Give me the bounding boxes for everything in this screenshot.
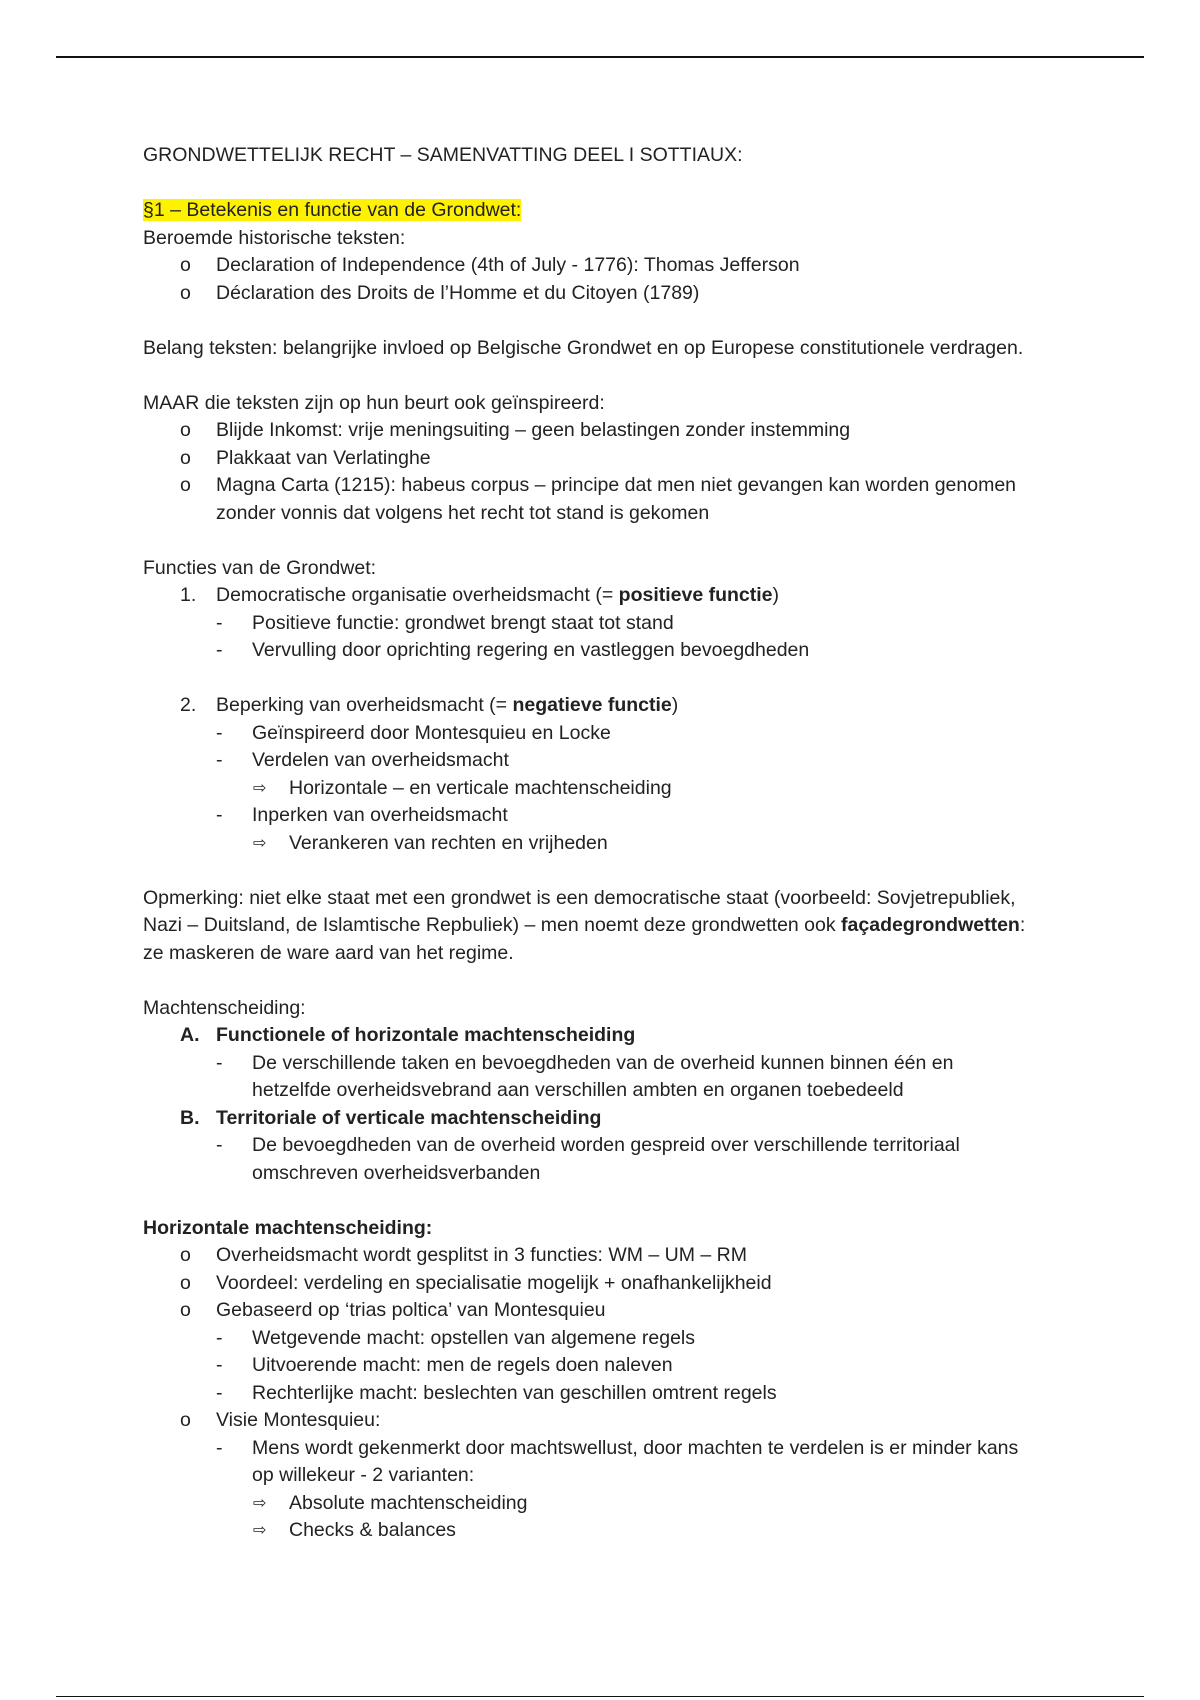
dash-bullet-icon: - [216, 1134, 223, 1156]
list-item: - Uitvoerende macht: men de regels doen naleven [143, 1352, 1083, 1380]
circle-bullet-icon: o [180, 1271, 191, 1294]
functies-intro: Functies van de Grondwet: [143, 556, 377, 579]
circle-bullet-icon: o [180, 1299, 191, 1321]
circle-bullet-icon: o [180, 281, 191, 304]
list-item: - Verdelen van overheidsmacht [143, 747, 1083, 775]
dash-bullet-icon: - [216, 1051, 223, 1074]
numbered-item: 1. Democratische organisatie overheidsmacht (= positieve functie) [180, 584, 780, 606]
opmerking-line1: Opmerking: niet elke staat met een grondwet is een democratische staat (voorbeeld: Sovjetrepubliek, [143, 886, 1016, 909]
section-heading [143, 197, 1083, 225]
dash-bullet-icon: - [216, 749, 223, 771]
list-item: o Plakkaat van Verlatinghe [143, 445, 1083, 473]
circle-bullet-icon: o [180, 254, 191, 276]
highlighted-heading: §1 – Betekenis en functie van de Grondwet: [143, 199, 522, 221]
list-item: o Magna Carta (1215): habeus corpus – principe dat men niet gevangen kan worden genomen zonder vonnis dat volgens het recht tot stand is gekomen [180, 474, 1017, 524]
arrow-right-icon: ⇨ [253, 1522, 267, 1539]
list-item: o Blijde Inkomst: vrije meningsuiting – geen belastingen zonder instemming [143, 417, 1083, 445]
list-item: - Wetgevende macht: opstellen van algemene regels [143, 1325, 1083, 1353]
lettered-item: B. Territoriale of verticale machtenscheiding [180, 1106, 602, 1129]
dash-bullet-icon: - [216, 639, 223, 661]
list-item: ⇨ Checks & balances [143, 1517, 1083, 1545]
dash-bullet-icon: - [216, 1326, 223, 1349]
list-item: o Gebaseerd op ‘trias poltica’ van Montesquieu [143, 1297, 1083, 1325]
lettered-item: A. Functionele of horizontale machtenscheiding [180, 1024, 636, 1046]
opmerking-line3: ze maskeren de ware aard van het regime. [143, 941, 514, 964]
list-item: o Overheidsmacht wordt gesplitst in 3 functies: WM – UM – RM [143, 1242, 1083, 1270]
dash-bullet-icon: - [216, 804, 223, 826]
list-item: - De verschillende taken en bevoegdheden van de overheid kunnen binnen één en hetzelfde overheidsvebrand aan verschillen ambten en organen toebedeeld [216, 1051, 954, 1101]
circle-bullet-icon: o [180, 446, 191, 469]
dash-bullet-icon: - [216, 1436, 223, 1459]
list-item: ⇨ Absolute machtenscheiding [143, 1490, 1083, 1518]
dash-bullet-icon: - [216, 1381, 223, 1404]
horiz-heading: Horizontale machtenscheiding: [143, 1216, 433, 1239]
dash-bullet-icon: - [216, 721, 223, 744]
list-item: - Rechterlijke macht: beslechten van geschillen omtrent regels [143, 1380, 1083, 1408]
circle-bullet-icon: o [180, 419, 191, 441]
list-item: - Mens wordt gekenmerkt door machtswellust, door machten te verdelen is er minder kans op willekeur - 2 varianten: [216, 1436, 1019, 1486]
list-item: o Voordeel: verdeling en specialisatie mogelijk + onafhankelijkheid [143, 1270, 1083, 1298]
list-item: ⇨ Horizontale – en verticale machtenscheiding [143, 775, 1083, 803]
list-item: - Positieve functie: grondwet brengt staat tot stand [143, 610, 1083, 638]
document-title: GRONDWETTELIJK RECHT – SAMENVATTING DEEL I SOTTIAUX: [143, 144, 743, 166]
list-item: - De bevoegdheden van de overheid worden gespreid over verschillende territoriaal omschreven overheidsverbanden [216, 1134, 960, 1184]
list-item: ⇨ Verankeren van rechten en vrijheden [143, 830, 1083, 858]
dash-bullet-icon: - [216, 611, 223, 634]
list-item: o Declaration of Independence (4th of July - 1776): Thomas Jefferson [143, 252, 1083, 280]
numbered-item: 2. Beperking van overheidsmacht (= negatieve functie) [180, 694, 679, 716]
belang-paragraph: Belang teksten: belangrijke invloed op Belgische Grondwet en op Europese constitutionele verdragen. [143, 336, 1024, 359]
circle-bullet-icon: o [180, 1409, 191, 1431]
dash-bullet-icon: - [216, 1354, 223, 1376]
header-rule [56, 56, 1144, 58]
list-item: o Déclaration des Droits de l’Homme et du Citoyen (1789) [143, 280, 1083, 308]
machten-intro: Machtenscheiding: [143, 996, 306, 1019]
arrow-right-icon: ⇨ [253, 834, 267, 852]
document-body [143, 142, 1083, 1545]
footer-rule [56, 1696, 1144, 1697]
circle-bullet-icon: o [180, 1244, 191, 1266]
arrow-right-icon: ⇨ [253, 1494, 267, 1512]
list-item: - Geïnspireerd door Montesquieu en Locke [143, 720, 1083, 748]
list-item: - Inperken van overheidsmacht [143, 802, 1083, 830]
hist-intro: Beroemde historische teksten: [143, 226, 406, 249]
list-item: - Vervulling door oprichting regering en vastleggen bevoegdheden [143, 637, 1083, 665]
arrow-right-icon: ⇨ [253, 779, 267, 797]
list-item: o Visie Montesquieu: [143, 1407, 1083, 1435]
circle-bullet-icon: o [180, 474, 191, 496]
opmerking-line2: Nazi – Duitsland, de Islamtische Repbuliek) – men noemt deze grondwetten ook façadegrondwetten: [143, 914, 1026, 936]
maar-intro: MAAR die teksten zijn op hun beurt ook geïnspireerd: [143, 391, 605, 414]
